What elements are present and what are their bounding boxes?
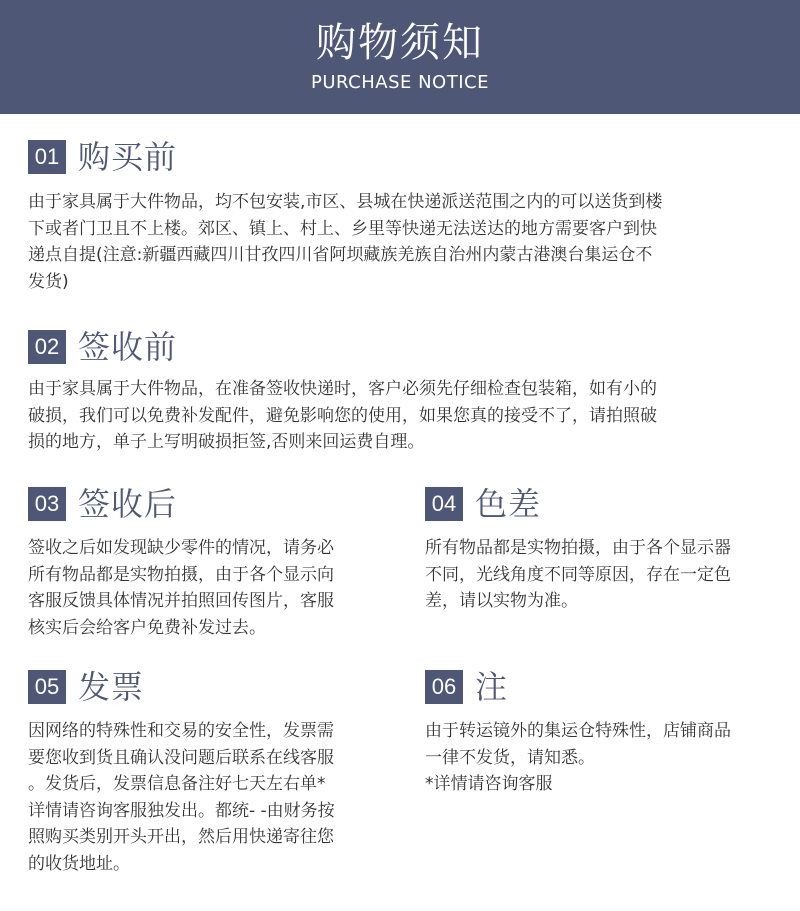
section-number: 01 <box>28 140 66 174</box>
section-title: 购买前 <box>78 138 178 176</box>
text-line: 由于转运镜外的集运仓特殊性，店铺商品 <box>425 721 731 741</box>
text-line: 所有物品都是实物拍摄，由于各个显示器 <box>425 538 731 558</box>
section-note <box>425 667 790 798</box>
section-title: 注 <box>475 668 509 706</box>
text-line: 签收之后如发现缺少零件的情况，请务必 <box>28 538 334 558</box>
section-title: 签收后 <box>78 485 178 523</box>
text-line: 客服反馈具体情况并拍照回传图片，客服 <box>28 591 334 611</box>
text-line: 不同，光线角度不同等原因，存在一定色 <box>425 564 731 585</box>
text-line: 因网络的特殊性和交易的安全性，发票需 <box>28 721 334 741</box>
text-line: 一律不发货，请知悉。 <box>425 747 595 768</box>
text-line: 要您收到货且确认没问题后联系在线客服 <box>28 747 334 768</box>
text-line: 差，请以实物为准。 <box>425 591 578 611</box>
text-line: 照购买类别开头开出，然后用快递寄往您 <box>28 827 334 847</box>
section-title: 发票 <box>78 668 145 706</box>
text-line: 递点自提(注意:新疆西藏四川甘孜四川省阿坝藏族羌族自治州内蒙古港澳台集运仓不 <box>28 245 653 265</box>
text-line: 由于家具属于大件物品，均不包安装,市区、县城在快递派送范围之内的可以送货到楼 <box>28 192 663 212</box>
section-purchase-before <box>28 137 788 295</box>
text-line: 损的地方，单子上写明破损拒签,否则来回运费自理。 <box>28 432 425 452</box>
section-number: 03 <box>28 487 66 521</box>
text-line: 由于家具属于大件物品，在准备签收快递时，客户必须先仔细检查包装箱，如有小的 <box>28 379 657 399</box>
text-line: 所有物品都是实物拍摄，由于各个显示向 <box>28 564 334 585</box>
section-number: 02 <box>28 330 66 364</box>
section-invoice <box>28 667 398 877</box>
section-number: 06 <box>425 670 463 704</box>
header-banner <box>0 0 800 114</box>
section-color-difference <box>425 484 790 615</box>
text-line: 发货) <box>28 271 69 292</box>
section-body <box>425 718 790 798</box>
section-body <box>28 189 788 295</box>
text-line: 下或者门卫且不上楼。郊区、镇上、村上、乡里等快递无法送达的地方需要客户到快 <box>28 218 657 239</box>
text-line: 详情请咨询客服独发出。都统- -由财务按 <box>28 800 335 821</box>
page-title: 购物须知 <box>316 20 484 66</box>
section-title: 签收前 <box>78 328 178 366</box>
section-after-signing <box>28 484 398 641</box>
section-body <box>28 376 788 456</box>
section-before-signing <box>28 327 788 456</box>
section-title: 色差 <box>475 485 542 523</box>
text-line: *详情请咨询客服 <box>425 774 553 794</box>
section-body <box>28 718 398 877</box>
page-subtitle: PURCHASE NOTICE <box>311 72 489 93</box>
section-body <box>28 535 398 641</box>
section-number: 04 <box>425 487 463 521</box>
section-number: 05 <box>28 670 66 704</box>
text-line: 破损，我们可以免费补发配件，避免影响您的使用，如果您真的接受不了，请拍照破 <box>28 405 657 426</box>
text-line: 核实后会给客户免费补发过去。 <box>28 617 266 638</box>
section-body <box>425 535 790 615</box>
text-line: 。发货后，发票信息备注好七天左右单* <box>28 774 326 794</box>
text-line: 的收货地址。 <box>28 853 130 874</box>
